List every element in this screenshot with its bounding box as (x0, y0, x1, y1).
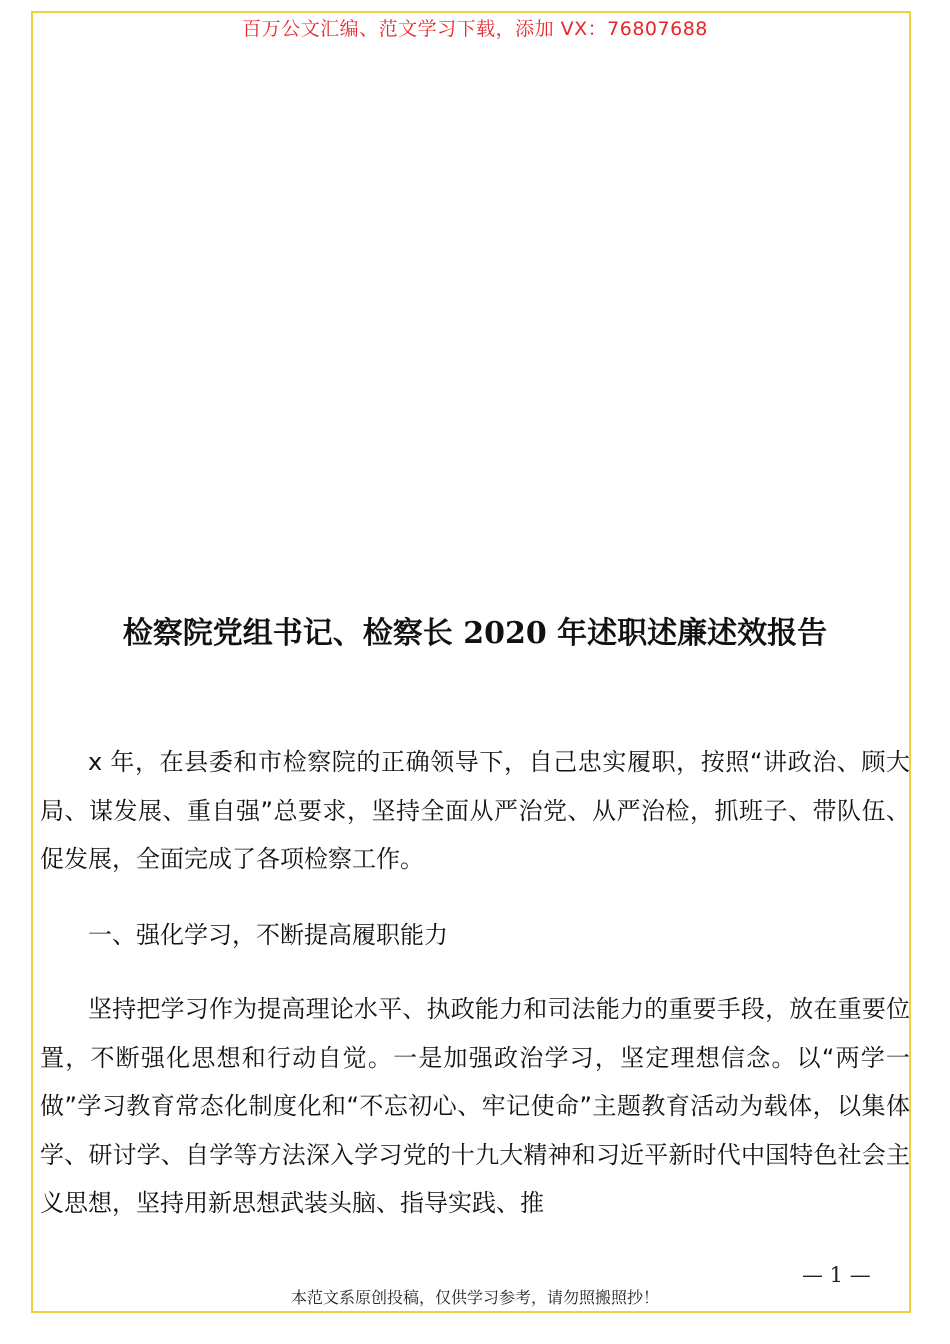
body-paragraph (40, 985, 910, 1228)
document-title: 检察院党组书记、检察长 2020 年述职述廉述效报告 (122, 616, 828, 651)
intro-paragraph (40, 738, 910, 884)
section-heading (40, 911, 910, 960)
header-note: 百万公文汇编、范文学习下载，添加 VX：76807688 (242, 18, 708, 40)
paragraph-text: 坚持把学习作为提高理论水平、执政能力和司法能力的重要手段，放在重要位置，不断强化思想和行动自觉。一是加强政治学习，坚定理想信念。以“两学一做”学习教育常态化制度化和“不忘初心、牢记使命”主题教育活动为载体，以集体学、研讨学、自学等方法深入学习党的十九大精神和习近平新时代中国特色社会主义思想，坚持用新思想武装头脑、指导实践、推 (40, 995, 910, 1217)
section-heading-text: 一、强化学习，不断提高履职能力 (88, 921, 448, 949)
paragraph-text: x 年，在县委和市检察院的正确领导下，自己忠实履职，按照“讲政治、顾大局、谋发展、重自强”总要求，坚持全面从严治党、从严治检，抓班子、带队伍、促发展，全面完成了各项检察工作。 (40, 748, 910, 873)
page-number: — 1 — (802, 1263, 871, 1287)
footer-note: 本范文系原创投稿，仅供学习参考，请勿照搬照抄！ (290, 1288, 659, 1307)
